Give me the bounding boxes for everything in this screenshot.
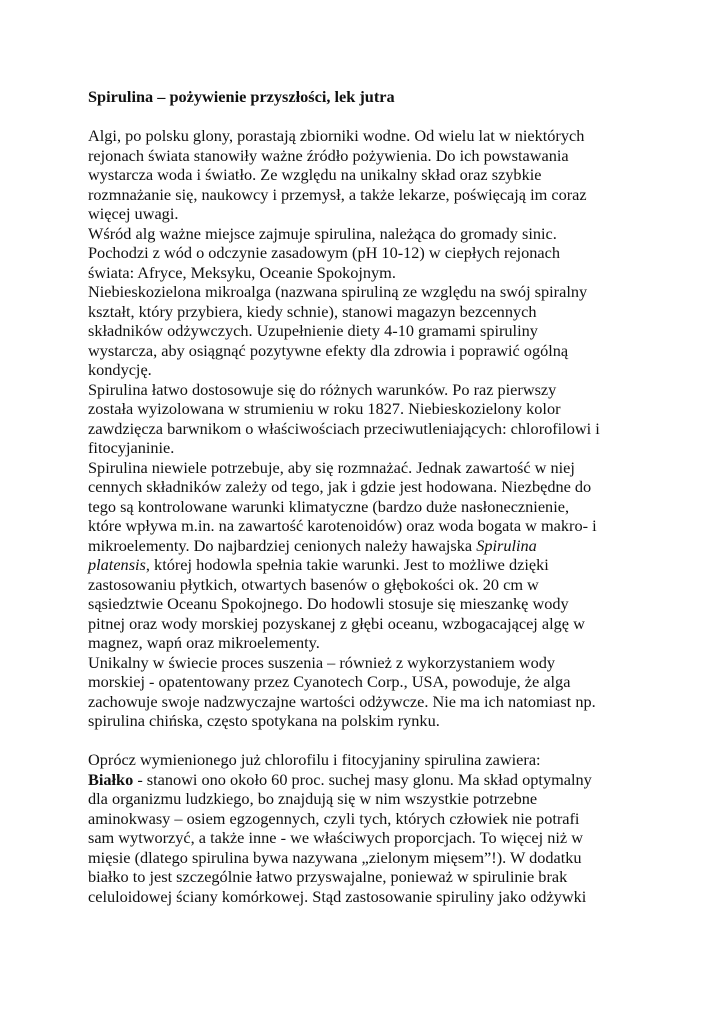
text-line: magnez, wapń oraz mikroelementy. <box>88 633 320 652</box>
text-line-mixed <box>88 770 638 790</box>
document-title: Spirulina – pożywienie przyszłości, lek jutra <box>88 87 395 106</box>
text-line: mięsie (dlatego spirulina bywa nazywana „zielonym mięsem”!). W dodatku <box>88 847 582 867</box>
text-line: świata: Afryce, Meksyku, Oceanie Spokojnym. <box>88 262 396 282</box>
text-line: zastosowaniu płytkich, otwartych basenów o głębokości ok. 20 cm w <box>88 574 539 594</box>
text-line: więcej uwagi. <box>88 204 179 223</box>
text-line: kształt, który przybiera, kiedy schnie), stanowi magazyn bezcennych <box>88 301 537 321</box>
text-line: spirulina chińska, często spotykana na polskim rynku. <box>88 711 440 730</box>
text-line: zachowuje swoje nadzwyczajne wartości odżywcze. Nie ma ich natomiast np. <box>88 691 596 711</box>
text-line: sam wytworzyć, a także inne - we właściwych proporcjach. To więcej niż w <box>88 828 583 847</box>
text-line: Pochodzi z wód o odczynie zasadowym (pH 10-12) w ciepłych rejonach <box>88 243 561 262</box>
italic-species-name: platensis <box>88 555 146 574</box>
text-line: wystarcza woda i światło. Ze względu na unikalny skład oraz szybkie <box>88 165 542 184</box>
text-line: Spirulina niewiele potrzebuje, aby się rozmnażać. Jednak zawartość w niej <box>88 457 575 477</box>
text-line: Niebieskozielona mikroalga (nazwana spiruliną ze względu na swój spiralny <box>88 282 588 301</box>
text-segment: - stanowi ono około 60 proc. suchej masy glonu. Ma skład optymalny <box>133 769 592 789</box>
text-line: rozmnażanie się, naukowcy i przemysł, a także lekarze, poświęcają im coraz <box>88 184 587 204</box>
text-line: celuloidowej ściany komórkowej. Stąd zastosowanie spiruliny jako odżywki <box>88 886 587 906</box>
text-line: Wśród alg ważne miejsce zajmuje spirulina, należąca do gromady sinic. <box>88 223 557 243</box>
text-line-mixed <box>88 536 638 556</box>
text-line: Spirulina łatwo dostosowuje się do różnych warunków. Po raz pierwszy <box>88 379 557 399</box>
text-line: które wpływa m.in. na zawartość karotenoidów) oraz woda bogata w makro- i <box>88 516 597 535</box>
text-line-mixed <box>88 555 638 575</box>
text-segment: , której hodowla spełnia takie warunki. Jest to możliwe dzięki <box>145 555 549 574</box>
text-line: sąsiedztwie Oceanu Spokojnego. Do hodowli stosuje się mieszankę wody <box>88 594 569 613</box>
text-line: wystarcza, aby osiągnąć pozytywne efekty dla zdrowia i poprawić ogólną <box>88 340 569 360</box>
text-line: białko to jest szczególnie łatwo przyswajalne, ponieważ w spirulinie brak <box>88 867 568 886</box>
paragraph-spacer <box>88 731 638 751</box>
text-segment: mikroelementy. Do najbardziej cenionych należy hawajska <box>88 535 477 555</box>
italic-species-name: Spirulina <box>476 535 537 555</box>
paragraph-block-2 <box>88 750 638 906</box>
text-line: składników odżywczych. Uzupełnienie diety 4-10 gramami spiruliny <box>88 321 538 340</box>
text-line: zawdzięcza barwnikom o właściwościach przeciwutleniających: chlorofilowi i <box>88 418 600 438</box>
text-line: rejonach świata stanowiły ważne źródło pożywienia. Do ich powstawania <box>88 145 569 165</box>
text-line: aminokwasy – osiem egzogennych, czyli tych, których człowiek nie potrafi <box>88 808 580 828</box>
paragraph-block-1 <box>88 126 638 731</box>
text-line: cennych składników zależy od tego, jak i gdzie jest hodowana. Niezbędne do <box>88 477 592 496</box>
bold-term: Białko <box>88 769 134 789</box>
document-body <box>88 87 638 906</box>
text-line: została wyizolowana w strumieniu w roku 1827. Niebieskozielony kolor <box>88 399 561 418</box>
text-line: Unikalny w świecie proces suszenia – również z wykorzystaniem wody <box>88 652 556 672</box>
text-line: pitnej oraz wody morskiej pozyskanej z głębi oceanu, wzbogacającej algę w <box>88 613 585 633</box>
text-line: tego są kontrolowane warunki klimatyczne (bardzo duże nasłonecznienie, <box>88 496 570 516</box>
text-line: Oprócz wymienionego już chlorofilu i fitocyjaniny spirulina zawiera: <box>88 750 541 769</box>
text-line: fitocyjaninie. <box>88 438 175 457</box>
text-line: dla organizmu ludzkiego, bo znajdują się w nim wszystkie potrzebne <box>88 789 538 808</box>
text-line: Algi, po polsku glony, porastają zbiorniki wodne. Od wielu lat w niektórych <box>88 126 585 145</box>
text-line: morskiej - opatentowany przez Cyanotech Corp., USA, powoduje, że alga <box>88 672 571 691</box>
text-line: kondycję. <box>88 360 152 379</box>
